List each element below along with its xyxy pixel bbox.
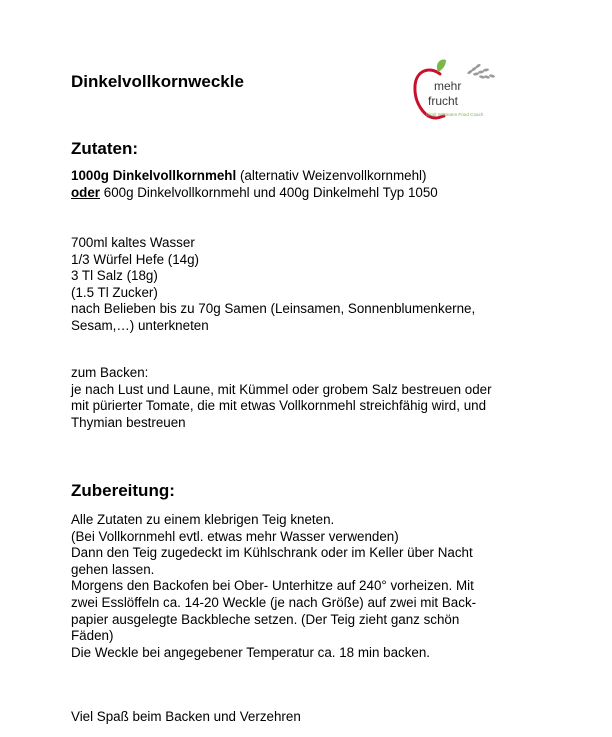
- logo-text-frucht: frucht: [428, 94, 459, 108]
- zutaten-heading: Zutaten:: [71, 139, 139, 158]
- backen-line: je nach Lust und Laune, mit Kümmel oder grobem Salz bestreuen oder: [71, 381, 492, 397]
- backen-section: [71, 365, 492, 431]
- flour-alternative: (alternativ Weizenvollkornmehl): [236, 168, 427, 183]
- backen-line: mit pürierter Tomate, die mit etwas Vollkornmehl streichfähig wird, und: [71, 398, 487, 414]
- logo-tagline: Birgit Wittmann Food Coach: [426, 112, 484, 117]
- logo-text-mehr: mehr: [434, 79, 462, 93]
- step-line: Die Weckle bei angegebener Temperatur ca. 18 min backen.: [71, 644, 431, 660]
- step-line: Dann den Teig zugedeckt im Kühlschrank oder im Keller über Nacht: [71, 545, 473, 561]
- step-line: Alle Zutaten zu einem klebrigen Teig kneten.: [71, 512, 335, 527]
- flour-line-2: [71, 185, 438, 202]
- step-line: Fäden): [71, 628, 114, 644]
- oder-label: oder: [71, 184, 101, 200]
- mehrfrucht-logo: [410, 58, 502, 124]
- flour-line-1: [71, 168, 438, 185]
- backen-label: zum Backen:: [71, 365, 149, 380]
- zubereitung-heading: Zubereitung:: [71, 481, 175, 500]
- backen-line: Thymian bestreuen: [71, 414, 186, 430]
- step-line: (Bei Vollkornmehl evtl. etwas mehr Wasser verwenden): [71, 528, 399, 544]
- flour-section: [71, 168, 438, 201]
- step-line: Morgens den Backofen bei Ober- Unterhitze auf 240° vorheizen. Mit: [71, 578, 474, 594]
- closing-line: Viel Spaß beim Backen und Verzehren: [71, 709, 301, 724]
- flour-option: 600g Dinkelvollkornmehl und 400g Dinkelmehl Typ 1050: [100, 184, 438, 200]
- list-item: (1.5 Tl Zucker): [71, 284, 158, 300]
- step-line: papier ausgelegte Backbleche setzen. (Der Teig zieht ganz schön: [71, 611, 460, 627]
- flour-main: 1000g Dinkelvollkornmehl: [71, 168, 237, 183]
- step-line: zwei Esslöffeln ca. 14-20 Weckle (je nach Größe) auf zwei mit Back-: [71, 594, 477, 610]
- zubereitung-steps: [71, 512, 476, 661]
- list-item: 700ml kaltes Wasser: [71, 235, 195, 250]
- step-line: gehen lassen.: [71, 561, 155, 577]
- recipe-title: Dinkelvollkornweckle: [71, 72, 244, 91]
- list-item: 1/3 Würfel Hefe (14g): [71, 251, 200, 267]
- list-item: nach Belieben bis zu 70g Samen (Leinsamen, Sonnenblumenkerne,: [71, 301, 476, 317]
- ingredient-list: [71, 235, 475, 335]
- list-item: 3 Tl Salz (18g): [71, 268, 158, 284]
- list-item: Sesam,…) unterkneten: [71, 317, 209, 333]
